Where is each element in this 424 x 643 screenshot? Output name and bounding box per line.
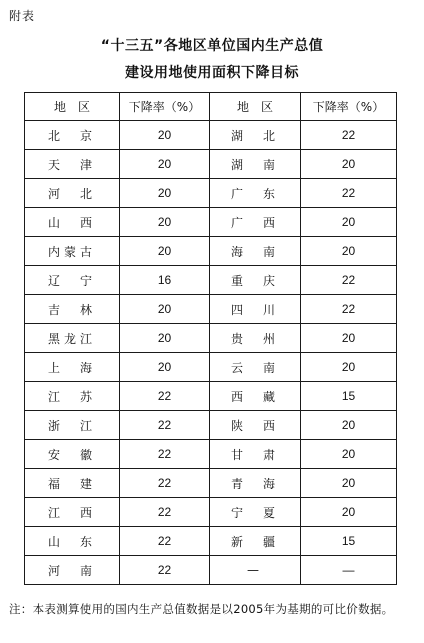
region-cell: 福 建 <box>25 469 120 498</box>
rate-cell: 20 <box>120 237 210 266</box>
table-title-line-2: 建设用地使用面积下降目标 <box>125 65 299 81</box>
header-region-right: 地 区 <box>210 93 301 121</box>
table-row <box>25 469 397 498</box>
rate-cell: 22 <box>301 121 397 150</box>
table-row <box>25 295 397 324</box>
table-row <box>25 121 397 150</box>
rate-cell: 20 <box>301 150 397 179</box>
table-body <box>25 121 397 585</box>
region-cell: 吉 林 <box>25 295 120 324</box>
region-cell: 湖 南 <box>210 150 301 179</box>
rate-cell: 20 <box>120 121 210 150</box>
region-cell: 海 南 <box>210 237 301 266</box>
table-row <box>25 498 397 527</box>
table-row <box>25 324 397 353</box>
region-cell: 山 东 <box>25 527 120 556</box>
rate-cell: 15 <box>301 382 397 411</box>
rate-cell: 22 <box>120 556 210 585</box>
table-row <box>25 208 397 237</box>
rate-cell: — <box>301 556 397 585</box>
region-cell: 新 疆 <box>210 527 301 556</box>
table-row <box>25 266 397 295</box>
rate-cell: 20 <box>120 150 210 179</box>
rate-cell: 20 <box>301 208 397 237</box>
region-cell: 江 西 <box>25 498 120 527</box>
table-row <box>25 237 397 266</box>
rate-cell: 20 <box>120 353 210 382</box>
region-cell: 内蒙古 <box>25 237 120 266</box>
rate-cell: 20 <box>301 324 397 353</box>
rate-cell: 22 <box>301 179 397 208</box>
region-cell: 湖 北 <box>210 121 301 150</box>
region-cell: 宁 夏 <box>210 498 301 527</box>
rate-cell: 22 <box>301 295 397 324</box>
rate-cell: 20 <box>301 440 397 469</box>
region-cell: 广 东 <box>210 179 301 208</box>
region-cell: — <box>210 556 301 585</box>
table-row <box>25 527 397 556</box>
rate-cell: 22 <box>120 527 210 556</box>
rate-cell: 20 <box>120 295 210 324</box>
header-rate-right: 下降率（%） <box>301 93 397 121</box>
region-cell: 甘 肃 <box>210 440 301 469</box>
table-row <box>25 440 397 469</box>
rate-cell: 20 <box>301 353 397 382</box>
region-cell: 北 京 <box>25 121 120 150</box>
region-cell: 安 徽 <box>25 440 120 469</box>
region-cell: 黑龙江 <box>25 324 120 353</box>
header-rate-left: 下降率（%） <box>120 93 210 121</box>
region-cell: 山 西 <box>25 208 120 237</box>
region-cell: 浙 江 <box>25 411 120 440</box>
appendix-label: 附表 <box>9 9 36 23</box>
rate-cell: 22 <box>120 440 210 469</box>
region-cell: 江 苏 <box>25 382 120 411</box>
rate-cell: 22 <box>120 469 210 498</box>
rate-cell: 22 <box>120 411 210 440</box>
rate-cell: 20 <box>301 469 397 498</box>
header-region-left: 地 区 <box>25 93 120 121</box>
region-cell: 云 南 <box>210 353 301 382</box>
reduction-target-table <box>24 92 397 585</box>
table-row <box>25 382 397 411</box>
table-header-row <box>25 93 397 121</box>
region-cell: 陕 西 <box>210 411 301 440</box>
rate-cell: 20 <box>301 237 397 266</box>
region-cell: 四 川 <box>210 295 301 324</box>
rate-cell: 20 <box>120 324 210 353</box>
table-row <box>25 179 397 208</box>
rate-cell: 22 <box>301 266 397 295</box>
region-cell: 广 西 <box>210 208 301 237</box>
rate-cell: 22 <box>120 382 210 411</box>
region-cell: 上 海 <box>25 353 120 382</box>
region-cell: 河 南 <box>25 556 120 585</box>
table-title-line-1: “十三五”各地区单位国内生产总值 <box>100 38 324 54</box>
region-cell: 辽 宁 <box>25 266 120 295</box>
region-cell: 重 庆 <box>210 266 301 295</box>
region-cell: 河 北 <box>25 179 120 208</box>
table-row <box>25 150 397 179</box>
table-row <box>25 556 397 585</box>
rate-cell: 20 <box>120 208 210 237</box>
rate-cell: 20 <box>301 498 397 527</box>
footnote: 注：本表测算使用的国内生产总值数据是以2005年为基期的可比价数据。 <box>9 602 394 616</box>
table-row <box>25 411 397 440</box>
rate-cell: 15 <box>301 527 397 556</box>
rate-cell: 20 <box>120 179 210 208</box>
region-cell: 西 藏 <box>210 382 301 411</box>
region-cell: 天 津 <box>25 150 120 179</box>
rate-cell: 16 <box>120 266 210 295</box>
region-cell: 青 海 <box>210 469 301 498</box>
region-cell: 贵 州 <box>210 324 301 353</box>
rate-cell: 20 <box>301 411 397 440</box>
rate-cell: 22 <box>120 498 210 527</box>
table-row <box>25 353 397 382</box>
